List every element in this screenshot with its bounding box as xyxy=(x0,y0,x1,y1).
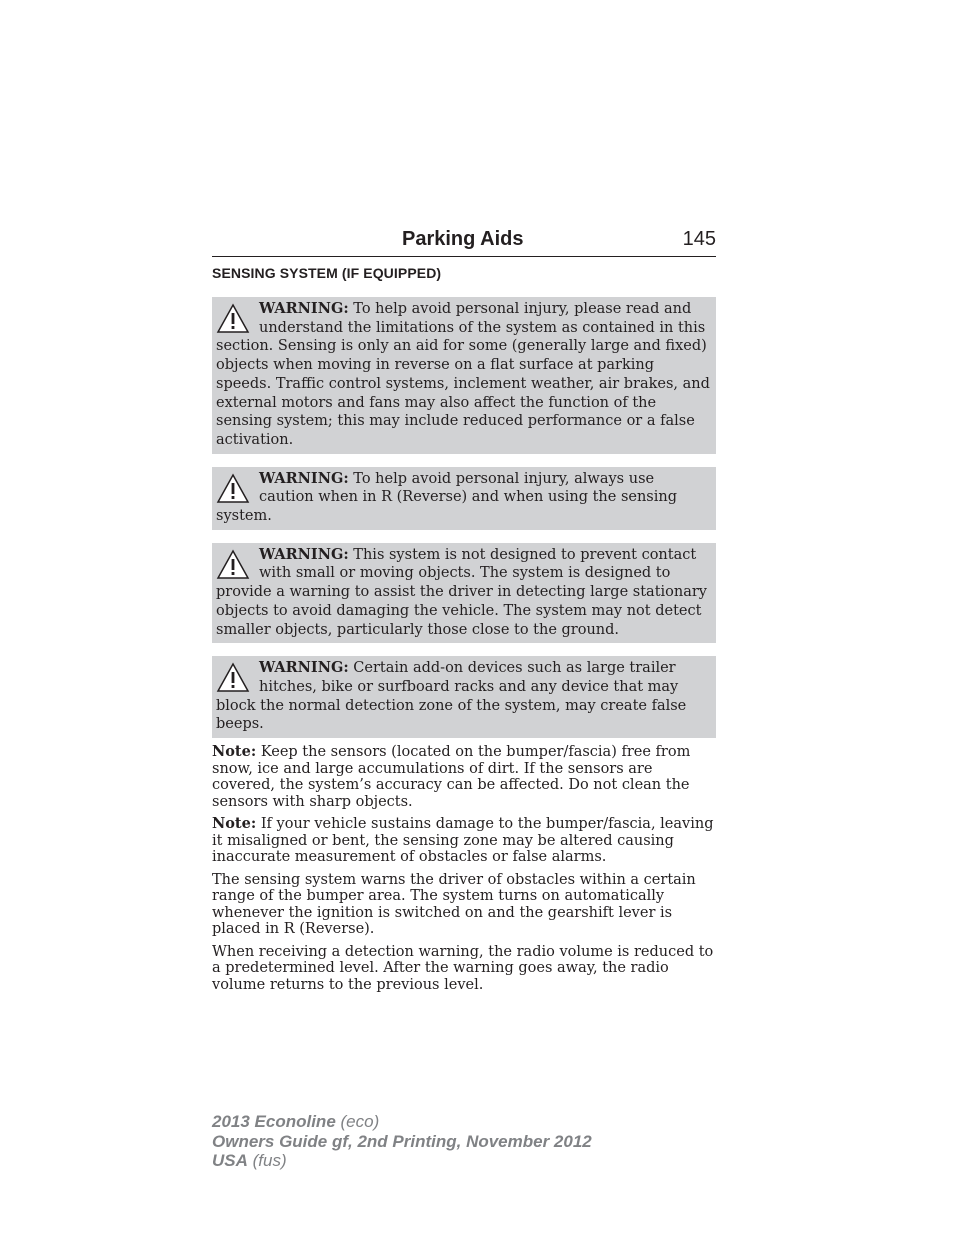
body-paragraph: When receiving a detection warning, the radio volume is reduced to a predetermined level. After the warning goes away, the radio volume returns to the previous level. xyxy=(212,943,714,993)
chapter-title: Parking Aids xyxy=(402,228,524,250)
page-content xyxy=(212,228,716,993)
note-paragraph xyxy=(212,816,716,866)
warning-box-2 xyxy=(212,467,716,530)
warning-triangle-icon xyxy=(216,549,250,581)
warning-box-1 xyxy=(212,297,716,454)
warning-label: WARNING: xyxy=(259,545,349,563)
warning-label: WARNING: xyxy=(259,659,349,677)
warning-text: This system is not designed to prevent contact with small or moving objects. The system is designed to provide a warning to assist the driver in detecting large stationary objects to avoid damaging the vehicle. The system may not detect smaller objects, particularly those close to the ground. xyxy=(216,546,707,638)
warning-label: WARNING: xyxy=(259,469,349,487)
note-label: Note: xyxy=(212,815,257,833)
footer-model: 2013 Econoline xyxy=(212,1112,336,1131)
warning-text: To help avoid personal injury, please read and understand the limitations of the system as contained in this section. Sensing is only an aid for some (generally large and fixed) objects when moving in reverse on a flat surface at parking speeds. Traffic control systems, inclement weather, air brakes, and external motors and fans may also affect the function of the sensing system; this may include reduced performance or a false activation. xyxy=(216,301,710,448)
warning-triangle-icon xyxy=(216,303,250,335)
note-label: Note: xyxy=(212,743,257,761)
page-number: 145 xyxy=(682,228,716,250)
note-paragraph xyxy=(212,744,716,810)
warning-triangle-icon xyxy=(216,662,250,694)
footer-edition: Owners Guide gf, 2nd Printing, November 2012 xyxy=(212,1131,592,1151)
footer-model-code: (eco) xyxy=(340,1112,380,1131)
section-title: SENSING SYSTEM (IF EQUIPPED) xyxy=(212,265,442,281)
footer-line-1 xyxy=(212,1112,592,1132)
footer-market: USA xyxy=(212,1151,248,1170)
warning-box-4 xyxy=(212,656,716,738)
footer-line-2 xyxy=(212,1132,592,1152)
body-text xyxy=(212,744,716,993)
body-paragraph: The sensing system warns the driver of obstacles within a certain range of the bumper area. The system turns on automatically whenever the ignition is switched on and the gearshift lever is placed in R (Reverse). xyxy=(212,871,696,938)
warning-text: To help avoid personal injury, always use caution when in R (Reverse) and when using the sensing system. xyxy=(216,470,678,525)
warning-box-3 xyxy=(212,543,716,644)
footer-market-code: (fus) xyxy=(252,1151,287,1170)
page-header xyxy=(212,228,716,257)
page-footer xyxy=(212,1112,592,1171)
warning-label: WARNING: xyxy=(259,300,349,317)
footer-line-3 xyxy=(212,1151,592,1171)
note-text: If your vehicle sustains damage to the bumper/fascia, leaving it misaligned or bent, the sensing zone may be altered causing inaccurate measurement of obstacles or false alarms. xyxy=(212,816,714,866)
note-text: Keep the sensors (located on the bumper/fascia) free from snow, ice and large accumulations of dirt. If the sensors are covered, the system’s accuracy can be affected. Do not clean the sensors with sharp objects. xyxy=(212,744,691,810)
warning-triangle-icon xyxy=(216,473,250,505)
warning-text: Certain add-on devices such as large trailer hitches, bike or surfboard racks and any device that may block the normal detection zone of the system, may create false beeps. xyxy=(216,660,687,733)
